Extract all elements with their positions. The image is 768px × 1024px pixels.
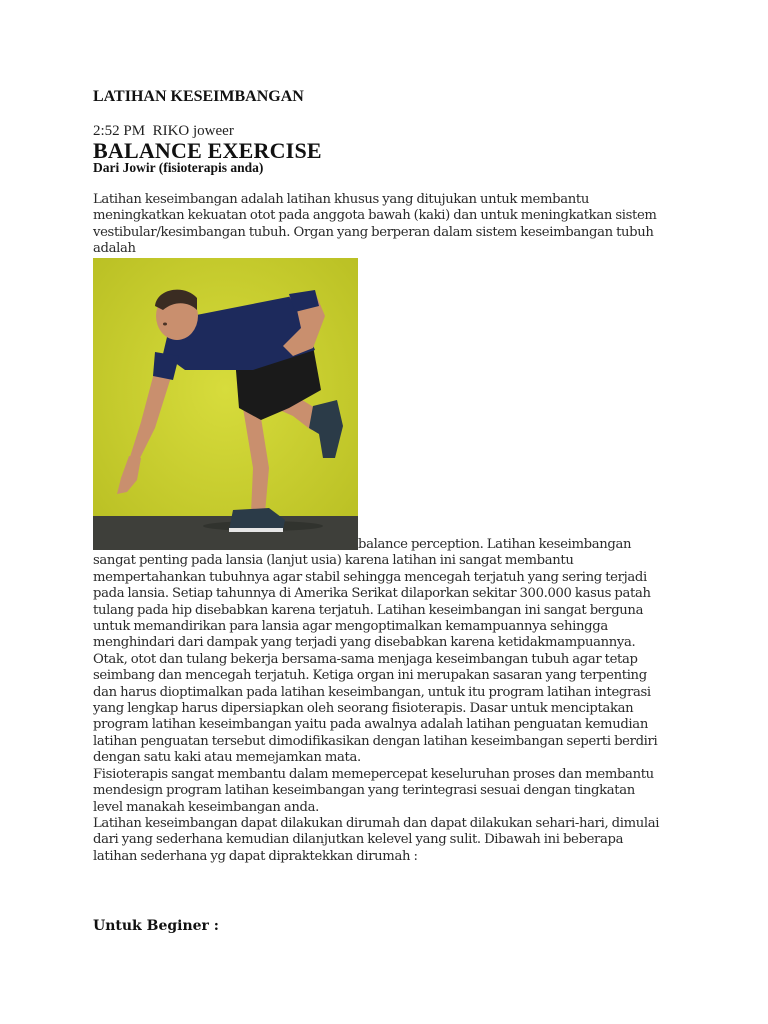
document-title: BALANCE EXERCISE <box>93 138 322 163</box>
paragraph-balance-perception: balance perception. Latihan keseimbangan sangat penting pada lansia (lanjut usia) karena latihan ini sangat membantu mempertahankan tubuhnya agar stabil sehingga mencegah terjatuh yang sering terjadi pada lansia. Setiap tahunnya di Amerika Serikat dilaporkan sekitar 300.000 kasus patah tulang pada hip disebabkan karena terjatuh. Latihan keseimbangan ini sangat berguna untuk memandirikan para lansia agar mengoptimalkan kemampuannya sehingga menghindari dari dampak yang terjadi yang disebabkan karena ketidakmampuannya. <box>93 537 651 651</box>
paragraph-brain-muscle-bone: Otak, otot dan tulang bekerja bersama-sama menjaga keseimbangan tubuh agar tetap seimbang dan mencegah terjatuh. Ketiga organ ini merupakan sasaran yang terpenting dan harus dioptimalkan pada latihan keseimbangan, untuk itu program latihan integrasi yang lengkap harus dipersiapkan oleh seorang fisioterapis. Dasar untuk menciptakan program latihan keseimbangan yaitu pada awalnya adalah latihan penguatan kemudian latihan penguatan tersebut dimodifikasikan dengan latihan keseimbangan seperti berdiri dengan satu kaki atau memejamkan mata. <box>93 651 658 766</box>
paragraph-home-exercises: Latihan keseimbangan dapat dilakukan dirumah dan dapat dilakukan sehari-hari, dimulai dari yang sederhana kemudian dilanjutkan kelevel yang sulit. Dibawah ini beberapa latihan sederhana yg dapat dipraktekkan dirumah : <box>93 815 660 864</box>
exercise-illustration <box>93 258 358 550</box>
intro-paragraph: Latihan keseimbangan adalah latihan khusus yang ditujukan untuk membantu meningkatkan kekuatan otot pada anggota bawah (kaki) dan untuk meningkatkan sistem vestibular/kesimbangan tubuh. Organ yang berperan dalam sistem keseimbangan tubuh adalah <box>93 192 657 257</box>
image-spacer <box>93 537 358 551</box>
post-meta: 2:52 PM RIKO joweer <box>93 123 234 139</box>
paragraph-physiotherapist: Fisioterapis sangat membantu dalam memepercepat keseluruhan proses dan membantu mendesign program latihan keseimbangan yang terintegrasi sesuai dengan tingkatan level manakah keseimbangan anda. <box>93 766 654 815</box>
exercise-photo <box>93 258 358 550</box>
document-subtitle: Dari Jowir (fisioterapis anda) <box>93 160 264 175</box>
document-heading: LATIHAN KESEIMBANGAN <box>93 88 304 105</box>
article-body <box>93 537 663 865</box>
beginner-heading: Untuk Beginer : <box>93 918 219 934</box>
